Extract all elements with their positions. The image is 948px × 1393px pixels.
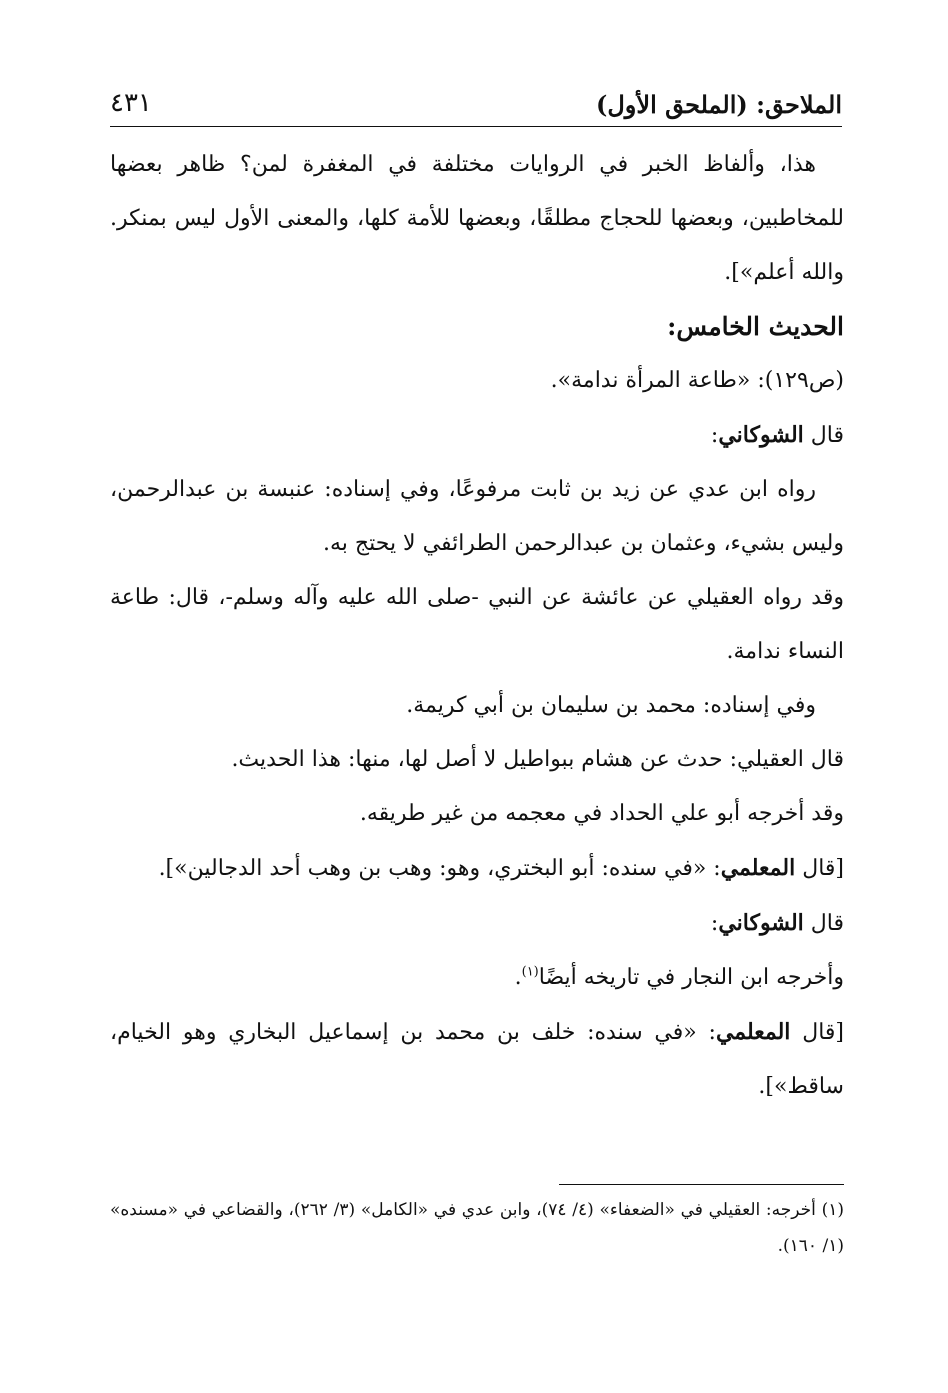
speaker-name: الشوكاني [718, 910, 804, 936]
section-heading: الحديث الخامس: [667, 312, 844, 341]
page-number: ٤٣١ [110, 88, 152, 118]
paragraph-uqayli-said: قال العقيلي: حدث عن هشام ببواطيل لا أصل لها، منها: هذا الحديث. [231, 747, 844, 772]
mualimi-comment-1 [110, 841, 844, 896]
main-text [110, 138, 844, 1114]
commenter-name: المعلمي [715, 1019, 791, 1045]
footnote-separator [559, 1184, 844, 1185]
speaker-suffix: : [710, 423, 719, 448]
commenter-name: المعلمي [720, 855, 796, 881]
mualimi-comment-2 [110, 1005, 844, 1114]
speaker-prefix: قال [803, 423, 844, 448]
speaker-line-shawkani-2 [110, 896, 844, 951]
paragraph-continuation: هذا، وألفاظ الخبر في الروايات مختلفة في المغفرة لمن؟ ظاهر بعضها للمخاطبين، وبعضها للحجاج مطلقًا، وبعضها للأمة كلها، والمعنى الأول ليس بمنكر. والله أعلم»]. [110, 152, 844, 285]
comment-text: : «في سنده: خلف بن محمد بن إسماعيل البخاري وهو الخيام، ساقط»]. [110, 1020, 844, 1099]
paragraph-isnad: وفي إسناده: محمد بن سليمان بن أبي كريمة. [406, 693, 816, 718]
footnotes [110, 1192, 844, 1264]
paragraph-text: وأخرجه ابن النجار في تاريخه أيضًا [538, 965, 844, 990]
comment-text: : «في سنده: أبو البختري، وهو: وهب بن وهب أحد الدجالين»]. [158, 856, 721, 881]
footnote-marker: (١) [521, 964, 539, 980]
paragraph-haddad: وقد أخرجه أبو علي الحداد في معجمه من غير طريقه. [359, 801, 844, 826]
page-header [110, 86, 842, 127]
speaker-name: الشوكاني [718, 422, 804, 448]
speaker-suffix: : [710, 911, 719, 936]
hadith-citation: (ص١٢٩): «طاعة المرأة ندامة». [550, 368, 844, 393]
comment-prefix: [قال [790, 1020, 844, 1045]
speaker-line-shawkani [110, 408, 844, 463]
footnote-1: (١) أخرجه: العقيلي في «الضعفاء» (٤/ ٧٤)، وابن عدي في «الكامل» (٣/ ٢٦٢)، والقضاعي في «مسنده» (١/ ١٦٠). [110, 1200, 845, 1256]
paragraph-uqayli: وقد رواه العقيلي عن عائشة عن النبي -صلى الله عليه وآله وسلم-، قال: طاعة النساء ندامة. [110, 585, 845, 664]
speaker-prefix: قال [803, 911, 844, 936]
paragraph-end: . [514, 965, 522, 990]
paragraph-ibn-najjar [110, 951, 844, 1005]
running-title: الملاحق: (الملحق الأول) [596, 90, 842, 119]
paragraph-ibn-adi: رواه ابن عدي عن زيد بن ثابت مرفوعًا، وفي إسناده: عنبسة بن عبدالرحمن، وليس بشيء، وعثمان بن عبدالرحمن الطرائفي لا يحتج به. [110, 477, 844, 556]
comment-prefix: [قال [795, 856, 844, 881]
